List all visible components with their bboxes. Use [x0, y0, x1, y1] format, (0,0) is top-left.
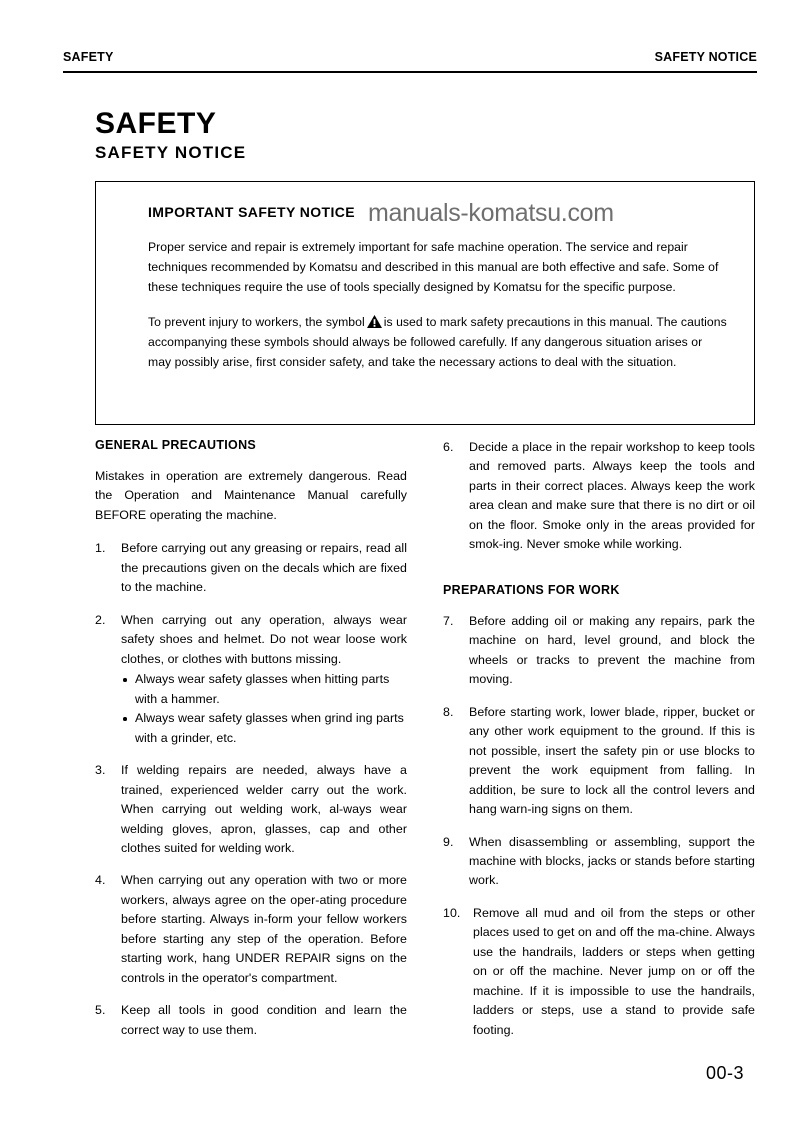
warning-triangle-icon	[367, 315, 382, 328]
list-item	[443, 904, 755, 1040]
bullet-text: Always wear safety glasses when grind ing parts with a grinder, etc.	[135, 711, 404, 745]
list-item	[95, 611, 407, 748]
list-item-number: 7.	[443, 613, 454, 628]
list-item-number: 9.	[443, 834, 454, 849]
list-item-text: If welding repairs are needed, always have a trained, experienced welder carry out the work. When carrying out welding work, al-ways wear welding gloves, apron, glasses, cap and other clothes suited for welding work.	[121, 763, 407, 855]
page-number: 00-3	[705, 1063, 744, 1083]
bullet-dot-icon	[123, 717, 127, 721]
list-item	[95, 871, 407, 988]
preparations-for-work-list	[443, 612, 755, 1040]
bullet-text: Always wear safety glasses when hitting parts with a hammer.	[135, 672, 390, 706]
important-safety-notice-box	[95, 181, 755, 425]
page-title-block	[95, 108, 695, 162]
list-item	[443, 833, 755, 891]
header-right-label: SAFETY NOTICE	[654, 50, 757, 64]
bullet-dot-icon	[123, 678, 127, 682]
notice-paragraph-2-part-2: is used to mark safety precautions in this manual. The cautions accompanying these symbols should always be followed carefully. If any dangerous situation arises or may possibly arise, first consider safety, and take the necessary actions to deal with the situation.	[148, 315, 727, 369]
notice-heading: IMPORTANT SAFETY NOTICE	[148, 204, 356, 220]
left-column	[95, 438, 407, 1053]
list-item-text: When disassembling or assembling, support the machine with blocks, jacks or stands before starting work.	[469, 834, 755, 888]
header-left-label: SAFETY	[63, 50, 114, 64]
page-title: SAFETY	[95, 107, 217, 140]
list-item-number: 3.	[95, 763, 106, 778]
list-item	[443, 438, 755, 555]
list-item-number: 2.	[95, 612, 106, 627]
notice-paragraph-1: Proper service and repair is extremely important for safe machine operation. The service and repair techniques recommended by Komatsu and described in this manual are both effective and safe. Some of these techniques require the use of tools specially designed by Komatsu for the specific purpose.	[148, 240, 719, 294]
list-item-number: 1.	[95, 541, 106, 556]
header-rule	[63, 71, 757, 73]
preparations-for-work-heading: PREPARATIONS FOR WORK	[443, 582, 620, 597]
list-item-text: Before adding oil or making any repairs, park the machine on hard, level ground, and block the wheels or tracks to prevent the machine from moving.	[469, 613, 755, 687]
list-item-text: Remove all mud and oil from the steps or other places used to get on and off the ma-chine. Always use the handrails, ladders or steps when getting on or off the machine. Never jump on or off the machine. If it is impossible to use the handrails, ladders or steps, use a stand to provide safe footing.	[473, 905, 755, 1037]
list-item-text: Before carrying out any greasing or repairs, read all the precautions given on the decals which are fixed to the machine.	[121, 541, 407, 595]
watermark-text: manuals-komatsu.com	[368, 199, 614, 227]
list-item	[121, 709, 407, 748]
list-item-number: 5.	[95, 1003, 106, 1018]
list-item	[443, 703, 755, 820]
list-item-number: 8.	[443, 704, 454, 719]
notice-paragraph-2-part-1: To prevent injury to workers, the symbol	[148, 315, 365, 330]
list-item-number: 10.	[443, 905, 461, 920]
notice-box-content	[96, 182, 754, 383]
list-item	[121, 670, 407, 709]
notice-paragraph-2	[148, 313, 728, 372]
list-item-text: Decide a place in the repair workshop to keep tools and removed parts. Always keep the tools and parts in their correct places. Always keep the work area clean and make sure that there is no dirt or oil on the floor. Smoke only in the areas provided for smok-ing. Never smoke while working.	[469, 440, 755, 552]
running-header	[63, 50, 757, 74]
list-item-number: 4.	[95, 873, 106, 888]
body-columns	[95, 438, 755, 1038]
right-column	[443, 438, 755, 1053]
general-precautions-intro: Mistakes in operation are extremely dangerous. Read the Operation and Maintenance Manual carefully BEFORE operating the machine.	[95, 469, 407, 522]
list-item-text: When carrying out any operation, always wear safety shoes and helmet. Do not wear loose work clothes, or clothes with buttons missing.	[121, 612, 407, 666]
list-item-text: When carrying out any operation with two or more workers, always agree on the oper-ating procedure before starting. Always in-form your fellow workers before starting any step of the operation. Before starting work, hang UNDER REPAIR signs on the controls in the operator's compartment.	[121, 873, 407, 985]
page-subtitle: SAFETY NOTICE	[95, 142, 247, 162]
list-item	[443, 612, 755, 690]
general-precautions-heading: GENERAL PRECAUTIONS	[95, 438, 257, 452]
general-precautions-list	[95, 539, 407, 1040]
general-precautions-list-continued	[443, 438, 755, 555]
list-item	[95, 539, 407, 597]
sub-bullet-list	[121, 670, 407, 748]
list-item	[95, 1001, 407, 1040]
list-item	[95, 761, 407, 858]
list-item-text: Keep all tools in good condition and learn the correct way to use them.	[121, 1003, 407, 1037]
list-item-number: 6.	[443, 440, 454, 454]
list-item-text: Before starting work, lower blade, ripper, bucket or any other work equipment to the ground. If this is not possible, insert the safety pin or use blocks to prevent the work equipment from falling. In addition, be sure to lock all the control levers and hang warn-ing signs on them.	[469, 704, 755, 817]
